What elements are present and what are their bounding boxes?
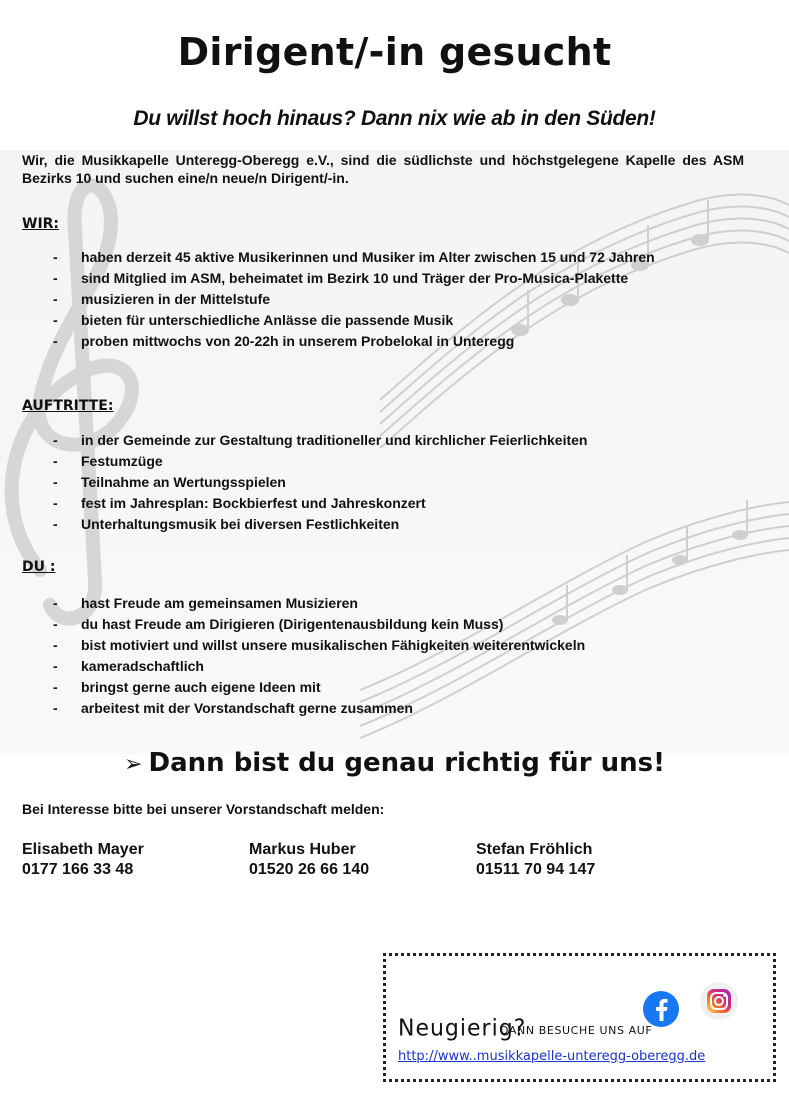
list-item-text: bringst gerne auch eigene Ideen mit (81, 679, 321, 695)
contact-phone: 01520 26 66 140 (249, 861, 370, 878)
list-item-text: kameradschaftlich (81, 658, 204, 674)
list-item (0, 677, 760, 698)
list-item-text: Teilnahme an Wertungsspielen (81, 474, 286, 490)
bullet-dash: - (53, 516, 58, 532)
bullet-dash: - (53, 495, 58, 511)
call-to-action-text: Dann bist du genau richtig für uns! (148, 748, 665, 778)
call-to-action (0, 748, 789, 778)
bullet-dash: - (53, 474, 58, 490)
bullet-dash: - (53, 249, 58, 265)
website-promo-box (383, 953, 776, 1082)
list-item (0, 493, 760, 514)
list-item (0, 614, 760, 635)
section-heading-du: DU : (22, 559, 56, 575)
list-auftritte (0, 430, 760, 535)
contact-name: Stefan Fröhlich (476, 841, 593, 858)
list-wir (0, 247, 760, 352)
bullet-dash: - (53, 333, 58, 349)
instagram-icon[interactable] (699, 981, 739, 1021)
list-du (0, 593, 760, 719)
section-heading-auftritte: AUFTRITTE: (22, 398, 114, 414)
list-item-text: musizieren in der Mittelstufe (81, 291, 271, 307)
subtitle: Du willst hoch hinaus? Dann nix wie ab in den Süden! (133, 107, 656, 130)
facebook-icon[interactable] (642, 990, 680, 1028)
list-item-text: fest im Jahresplan: Bockbierfest und Jahreskonzert (81, 495, 426, 511)
list-item (0, 698, 760, 719)
list-item (0, 472, 760, 493)
arrow-bullet-icon: ➢ (124, 752, 143, 777)
bullet-dash: - (53, 700, 58, 716)
bullet-dash: - (53, 312, 58, 328)
list-item (0, 310, 760, 331)
list-item-text: Unterhaltungsmusik bei diversen Festlichkeiten (81, 516, 400, 532)
list-item (0, 635, 760, 656)
website-link[interactable]: http://www..musikkapelle-unteregg-oberegg.de (398, 1049, 706, 1064)
contact-card (476, 840, 595, 880)
contact-intro: Bei Interesse bitte bei unserer Vorstandschaft melden: (22, 801, 385, 817)
besuche-label: DANN BESUCHE UNS AUF (500, 1024, 653, 1037)
list-item-text: Festumzüge (81, 453, 163, 469)
bullet-dash: - (53, 637, 58, 653)
contact-phone: 0177 166 33 48 (22, 861, 134, 878)
list-item (0, 593, 760, 614)
intro-paragraph: Wir, die Musikkapelle Unteregg-Oberegg e.V., sind die südlichste und höchstgelegene Kapelle des ASM Bezirks 10 und suchen eine/n neue/n Dirigent/-in. (22, 152, 744, 186)
bullet-dash: - (53, 658, 58, 674)
list-item-text: arbeitest mit der Vorstandschaft gerne zusammen (81, 700, 413, 716)
contact-name: Markus Huber (249, 841, 356, 858)
list-item-text: haben derzeit 45 aktive Musikerinnen und Musiker im Alter zwischen 15 und 72 Jahren (81, 249, 655, 265)
list-item-text: hast Freude am gemeinsamen Musizieren (81, 595, 358, 611)
list-item (0, 289, 760, 310)
list-item (0, 247, 760, 268)
list-item-text: du hast Freude am Dirigieren (Dirigentenausbildung kein Muss) (81, 616, 504, 632)
contact-card (249, 840, 369, 880)
list-item-text: in der Gemeinde zur Gestaltung traditioneller und kirchlicher Feierlichkeiten (81, 432, 588, 448)
list-item (0, 430, 760, 451)
contact-name: Elisabeth Mayer (22, 841, 144, 858)
list-item (0, 514, 760, 535)
bullet-dash: - (53, 595, 58, 611)
list-item-text: bieten für unterschiedliche Anlässe die passende Musik (81, 312, 454, 328)
list-item (0, 656, 760, 677)
list-item (0, 268, 760, 289)
bullet-dash: - (53, 432, 58, 448)
list-item-text: bist motiviert und willst unsere musikalischen Fähigkeiten weiterentwickeln (81, 637, 586, 653)
bullet-dash: - (53, 679, 58, 695)
bullet-dash: - (53, 270, 58, 286)
bullet-dash: - (53, 616, 58, 632)
contact-phone: 01511 70 94 147 (476, 861, 596, 878)
list-item-text: proben mittwochs von 20-22h in unserem Probelokal in Unteregg (81, 333, 515, 349)
list-item-text: sind Mitglied im ASM, beheimatet im Bezirk 10 und Träger der Pro-Musica-Plakette (81, 270, 629, 286)
neugierig-label: Neugierig? (398, 1015, 527, 1042)
page-title: Dirigent/-in gesucht (177, 30, 612, 74)
contact-card (22, 840, 144, 880)
list-item (0, 451, 760, 472)
bullet-dash: - (53, 453, 58, 469)
bullet-dash: - (53, 291, 58, 307)
section-heading-wir: WIR: (22, 216, 60, 232)
list-item (0, 331, 760, 352)
